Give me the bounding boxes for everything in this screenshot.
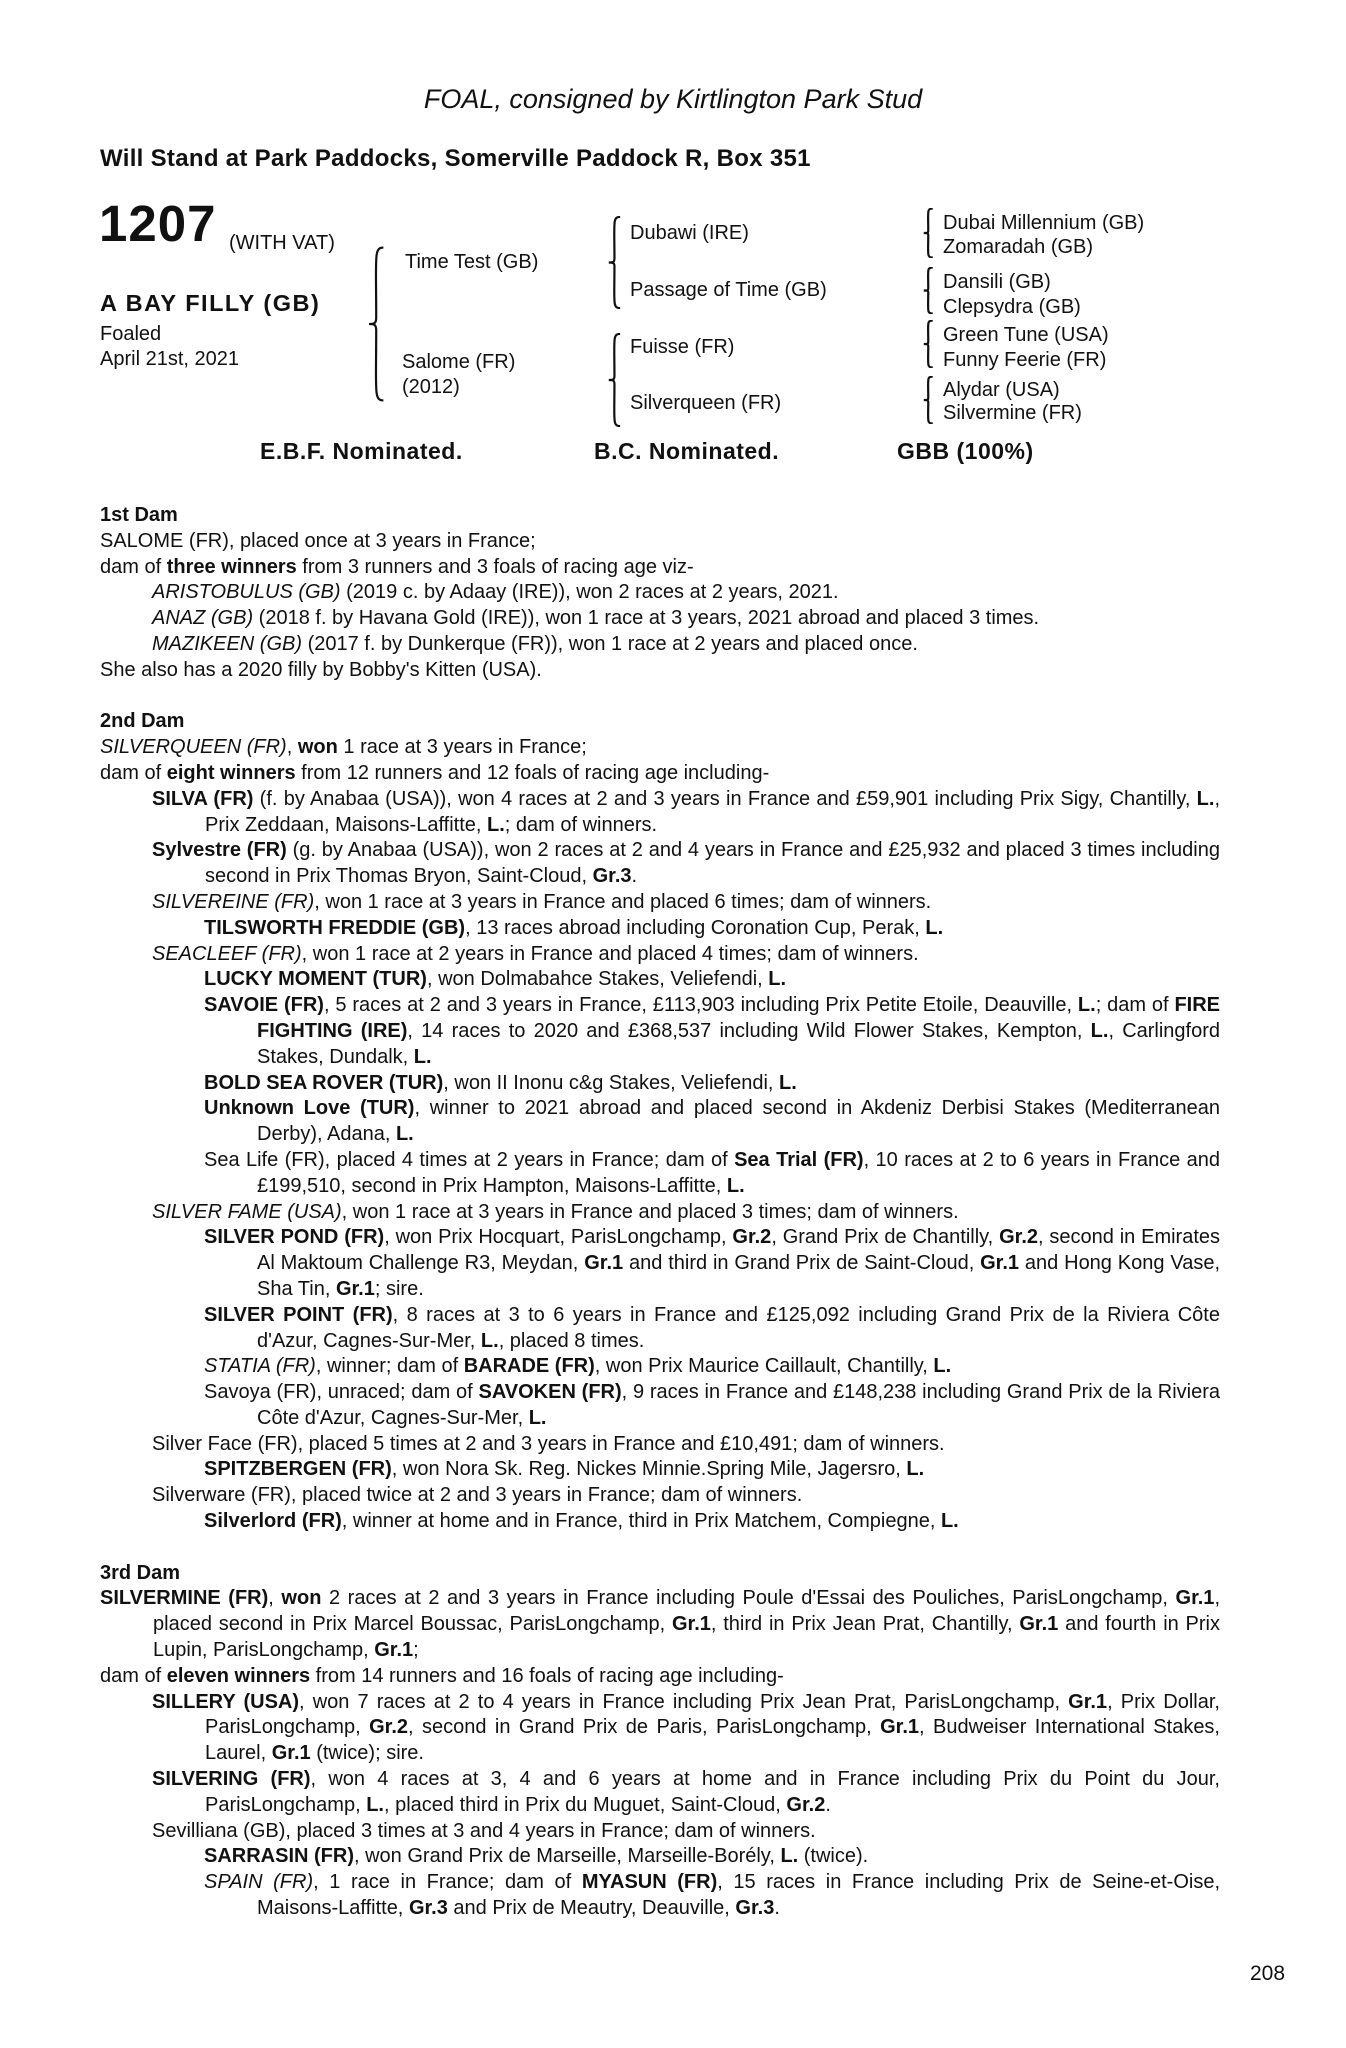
pedigree-gen3-7: Alydar (USA) [943,379,1060,401]
produce-paragraph: ANAZ (GB) (2018 f. by Havana Gold (IRE)), won 1 race at 3 years, 2021 abroad and placed 3 times. [152,607,1040,630]
produce-paragraph: Silverlord (FR), winner at home and in France, third in Prix Matchem, Compiegne, L. [204,1510,959,1533]
pedigree-brace-sire [604,216,623,309]
produce-paragraph: SAVOIE (FR), 5 races at 2 and 3 years in France, £113,903 including Prix Petite Etoile, Deauville, L.; dam of FIRE FIGHTING (IRE), 14 races to 2020 and £368,537 including Wild Flower Stakes, Kempton, L., Carlingford Stakes, Dundalk, L. [204,994,1221,1068]
produce-paragraph: BOLD SEA ROVER (TUR), won II Inonu c&g Stakes, Veliefendi, L. [204,1071,797,1094]
produce-paragraph: SILVER POND (FR), won Prix Hocquart, ParisLongchamp, Gr.2, Grand Prix de Chantilly, Gr.2, second in Emirates Al Maktoum Challenge R3, Meydan, Gr.1 and third in Grand Prix de Saint-Cloud, Gr.1 and Hong Kong Vase, Sha Tin, Gr.1; sire. [204,1226,1221,1300]
stand-location-line: Will Stand at Park Paddocks, Somerville Paddock R, Box 351 [100,145,811,172]
produce-paragraph: SILVER FAME (USA), won 1 race at 3 years in France and placed 3 times; dam of winners. [152,1200,959,1223]
produce-paragraph: SPAIN (FR), 1 race in France; dam of MYASUN (FR), 15 races in France including Prix de Seine-et-Oise, Maisons-Laffitte, Gr.3 and Prix de Meautry, Deauville, Gr.3. [204,1871,1221,1920]
produce-paragraph: SILVERMINE (FR), won 2 races at 2 and 3 years in France including Poule d'Essai des Pouliches, ParisLongchamp, Gr.1, placed second in Prix Marcel Boussac, ParisLongchamp, Gr.1, third in Prix Jean Prat, Chantilly, Gr.1 and fourth in Prix Lupin, ParisLongchamp, Gr.1; [100,1587,1221,1662]
pedigree-gen3-8: Silvermine (FR) [943,402,1082,424]
pedigree-brace-dam [604,333,623,427]
pedigree-sire-dam: Passage of Time (GB) [630,279,827,301]
pedigree-brace-foal [363,246,387,402]
produce-paragraph: Sea Life (FR), placed 4 times at 2 years in France; dam of Sea Trial (FR), 10 races at 2 to 6 years in France and £199,510, second in Prix Hampton, Maisons-Laffitte, L. [204,1148,1220,1197]
produce-paragraph: Silverware (FR), placed twice at 2 and 3 years in France; dam of winners. [152,1484,803,1507]
pedigree-sire: Time Test (GB) [405,251,539,273]
produce-paragraph: SARRASIN (FR), won Grand Prix de Marseille, Marseille-Borély, L. (twice). [204,1845,869,1868]
pedigree-brace-gen3-2 [920,267,935,314]
pedigree-gen3-2: Zomaradah (GB) [943,236,1094,258]
produce-paragraph: SILLERY (USA), won 7 races at 2 to 4 years in France including Prix Jean Prat, ParisLongchamp, Gr.1, Prix Dollar, ParisLongchamp, Gr.2, second in Grand Prix de Paris, ParisLongchamp, Gr.1, Budweiser International Stakes, Laurel, Gr.1 (twice); sire. [152,1690,1220,1765]
produce-paragraph: dam of eleven winners from 14 runners and 16 foals of racing age including- [100,1664,784,1687]
produce-paragraph: TILSWORTH FREDDIE (GB), 13 races abroad including Coronation Cup, Perak, L. [204,916,944,939]
pedigree-sire-sire: Dubawi (IRE) [630,222,749,244]
pedigree-brace-gen3-1 [920,208,935,258]
pedigree-brace-gen3-3 [920,320,935,368]
produce-paragraph: STATIA (FR), winner; dam of BARADE (FR), won Prix Maurice Caillault, Chantilly, L. [204,1355,952,1378]
section-heading: 2nd Dam [100,710,185,733]
pedigree-gen3-4: Clepsydra (GB) [943,296,1081,318]
produce-paragraph: SILVA (FR) (f. by Anabaa (USA)), won 4 races at 2 and 3 years in France and £59,901 including Prix Sigy, Chantilly, L., Prix Zeddaan, Maisons-Laffitte, L.; dam of winners. [152,787,1220,836]
section-heading: 3rd Dam [100,1561,181,1584]
bc-nomination: B.C. Nominated. [594,438,780,464]
produce-paragraph: SILVER POINT (FR), 8 races at 3 to 6 years in France and £125,092 including Grand Prix de la Riviera Côte d'Azur, Cagnes-Sur-Mer, L., placed 8 times. [204,1303,1220,1352]
pedigree-gen3-3: Dansili (GB) [943,271,1051,293]
gbb-note: GBB (100%) [897,438,1034,464]
produce-paragraph: SALOME (FR), placed once at 3 years in France; [100,529,536,552]
produce-paragraph: Sylvestre (FR) (g. by Anabaa (USA)), won 2 races at 2 and 4 years in France and £25,932 and placed 3 times including second in Prix Thomas Bryon, Saint-Cloud, Gr.3. [152,839,1220,888]
pedigree-gen3-1: Dubai Millennium (GB) [943,212,1145,234]
produce-paragraph: Silver Face (FR), placed 5 times at 2 and 3 years in France and £10,491; dam of winners. [152,1432,945,1455]
pedigree-dam-dam: Silverqueen (FR) [630,392,782,414]
page-number: 208 [1250,1962,1286,1985]
produce-paragraph: Sevilliana (GB), placed 3 times at 3 and 4 years in France; dam of winners. [152,1819,816,1842]
produce-paragraph: She also has a 2020 filly by Bobby's Kitten (USA). [100,658,542,681]
produce-paragraph: SPITZBERGEN (FR), won Nora Sk. Reg. Nickes Minnie.Spring Mile, Jagersro, L. [204,1458,925,1481]
produce-paragraph: Unknown Love (TUR), winner to 2021 abroad and placed second in Akdeniz Derbisi Stakes (Mediterranean Derby), Adana, L. [204,1097,1220,1146]
pedigree-brace-gen3-4 [920,376,935,424]
produce-paragraph: LUCKY MOMENT (TUR), won Dolmabahce Stakes, Veliefendi, L. [204,968,787,991]
produce-paragraph: Savoya (FR), unraced; dam of SAVOKEN (FR), 9 races in France and £148,238 including Grand Prix de la Riviera Côte d'Azur, Cagnes-Sur-Mer, L. [204,1381,1221,1429]
horse-description: A BAY FILLY (GB) [100,290,321,316]
produce-paragraph: SILVERING (FR), won 4 races at 3, 4 and 6 years at home and in France including Prix du Point du Jour, ParisLongchamp, L., placed third in Prix du Muguet, Saint-Cloud, Gr.2. [152,1768,1220,1816]
page-title: FOAL, consigned by Kirtlington Park Stud [423,84,923,114]
foaled-label: Foaled [100,323,162,345]
produce-paragraph: SILVERQUEEN (FR), won 1 race at 3 years in France; [100,736,587,759]
produce-paragraph: dam of three winners from 3 runners and 3 foals of racing age viz- [100,555,694,578]
pedigree-dam: Salome (FR) [402,351,516,373]
produce-record [100,503,1220,1922]
produce-paragraph: SEACLEEF (FR), won 1 race at 2 years in France and placed 4 times; dam of winners. [152,942,919,965]
pedigree-dam-year: (2012) [402,376,460,398]
produce-paragraph: ARISTOBULUS (GB) (2019 c. by Adaay (IRE)), won 2 races at 2 years, 2021. [152,581,839,604]
section-heading: 1st Dam [100,504,178,526]
produce-paragraph: dam of eight winners from 12 runners and 12 foals of racing age including- [100,761,770,784]
pedigree-gen3-5: Green Tune (USA) [943,324,1109,346]
pedigree-dam-sire: Fuisse (FR) [630,336,735,358]
lot-number: 1207 [99,195,217,252]
ebf-nomination: E.B.F. Nominated. [260,438,463,464]
foaled-date: April 21st, 2021 [100,348,239,370]
produce-paragraph: SILVEREINE (FR), won 1 race at 3 years in France and placed 6 times; dam of winners. [152,890,932,913]
vat-note: (WITH VAT) [229,232,335,254]
produce-paragraph: MAZIKEEN (GB) (2017 f. by Dunkerque (FR)), won 1 race at 2 years and placed once. [152,632,918,655]
pedigree-gen3-6: Funny Feerie (FR) [943,349,1107,371]
